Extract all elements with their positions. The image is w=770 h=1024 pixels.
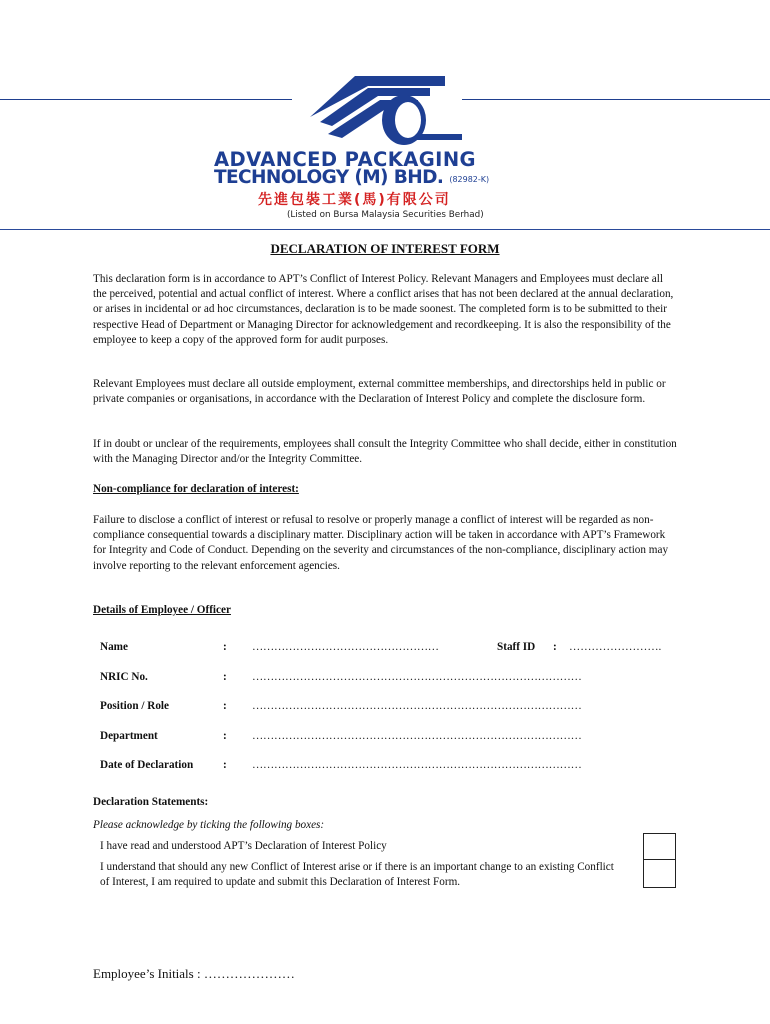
nric-colon: : [223,671,227,683]
registration-number: (82982-K) [449,175,490,184]
staff-id-label: Staff ID [497,641,536,653]
staff-id-colon: : [553,641,557,653]
employment-paragraph: Relevant Employees must declare all outside employment, external committee memberships, and directorships held in public or private companies or organisations, in accordance with the Declaration of Interest Policy and complete the disclosure form. [93,378,666,406]
position-label: Position / Role [100,700,169,712]
position-field[interactable]: ……………………………………………………………………………… [252,700,582,712]
company-name-line2-text: TECHNOLOGY (M) BHD. [214,167,444,188]
statement-2: I understand that should any new Conflict of Interest arise or if there is an important change to an existing Conflict of Interest, I am required to update and submit this Declaration of Interest Form. [100,861,614,889]
details-heading: Details of Employee / Officer [93,604,231,616]
form-title: DECLARATION OF INTEREST FORM [270,241,500,256]
declaration-instruction: Please acknowledge by ticking the following boxes: [93,819,325,831]
department-field[interactable]: ……………………………………………………………………………… [252,730,582,742]
nric-label: NRIC No. [100,671,148,683]
intro-paragraph: This declaration form is in accordance to APT’s Conflict of Interest Policy. Relevant Managers and Employees must declare all the perceived, potential and actual conflict of interest. Where a conflict arises that has not been declared at the annual declaration, or arises in incidental or ad hoc circumstances, declaration is to be made soonest. The completed form is to be submitted to their respective Head of Department or Managing Director for acknowledgement and recordkeeping. It is also the responsibility of the employee to keep a copy of the approved form for audit purposes. [93,273,674,346]
department-colon: : [223,730,227,742]
header-rule-right [462,99,770,100]
doubt-paragraph: If in doubt or unclear of the requirements, employees shall consult the Integrity Committee who shall decide, either in constitution with the Managing Director and/or the Integrity Committee. [93,438,677,466]
company-chinese-name: 先進包裝工業(馬)有限公司 [258,192,451,208]
noncompliance-heading: Non-compliance for declaration of interest: [93,483,299,495]
department-label: Department [100,730,158,742]
company-logo-icon [300,72,465,150]
listing-note: (Listed on Bursa Malaysia Securities Berhad) [287,210,484,220]
name-label: Name [100,641,128,653]
declaration-heading: Declaration Statements: [93,796,209,808]
nric-field[interactable]: ……………………………………………………………………………… [252,671,582,683]
noncompliance-paragraph: Failure to disclose a conflict of interest or refusal to resolve or properly manage a conflict of interest will be regarded as non-compliance consequential towards a disciplinary matter. Disciplinary action will be taken in accordance with APT’s Framework for Integrity and Code of Conduct. Depending on the severity and circumstances of the non-compliance, disciplinary action may involve reporting to the relevant enforcement agencies. [93,514,669,572]
header-separator [0,229,770,230]
staff-id-field[interactable]: ……………………. [569,641,662,653]
employee-initials [93,966,295,982]
name-colon: : [223,641,227,653]
name-field[interactable]: …………………………………………… [252,641,439,653]
date-field[interactable]: ……………………………………………………………………………… [252,759,582,771]
position-colon: : [223,700,227,712]
statement-2-checkbox[interactable] [643,859,676,888]
initials-field[interactable]: ………………… [203,966,295,981]
statement-1: I have read and understood APT’s Declaration of Interest Policy [100,840,387,852]
statement-1-checkbox[interactable] [643,833,676,860]
date-label: Date of Declaration [100,759,194,771]
date-colon: : [223,759,227,771]
initials-label: Employee’s Initials : [93,966,201,981]
company-name-line1: ADVANCED PACKAGING [214,148,476,171]
company-name-line2 [214,167,614,188]
header-rule-left [0,99,292,100]
